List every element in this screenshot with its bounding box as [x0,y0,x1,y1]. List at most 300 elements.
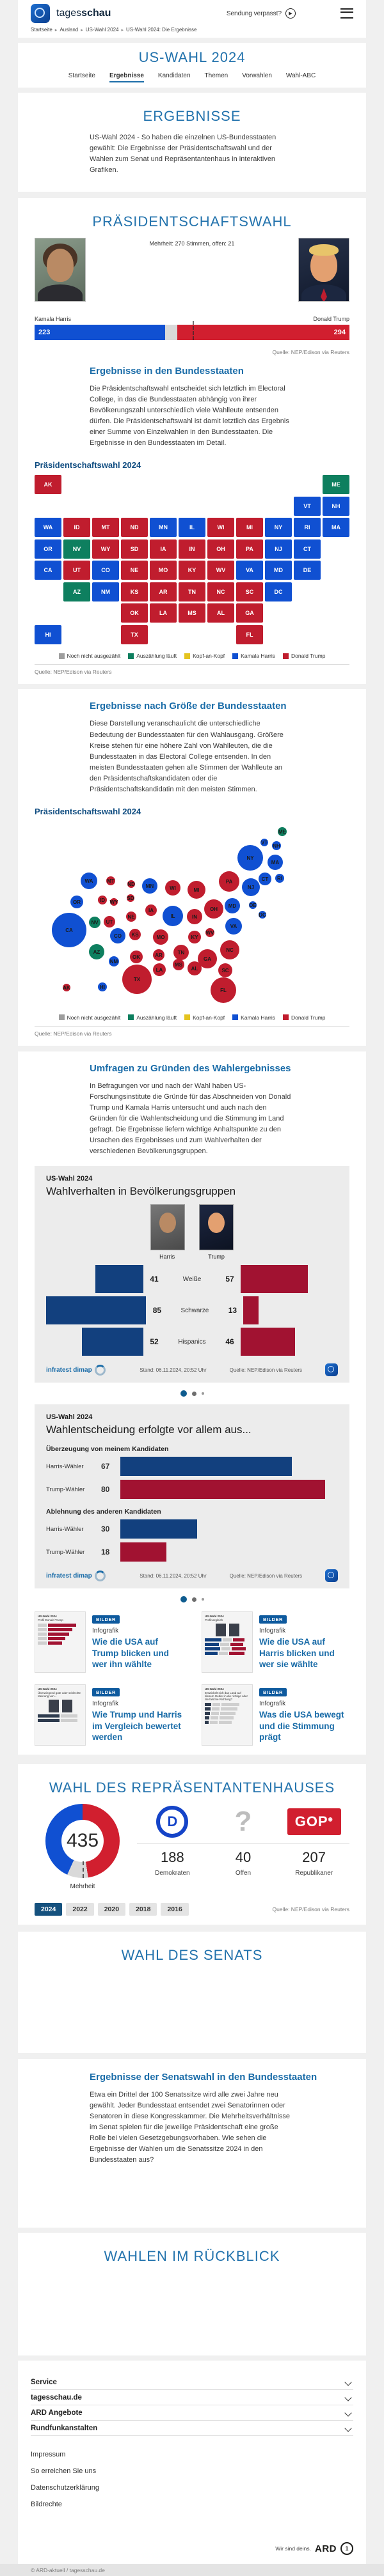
state-bubble-ME[interactable] [278,827,287,836]
infratest-dimap-logo: infratest dimap [46,1365,106,1376]
state-tile-MN[interactable]: MN [150,518,177,537]
state-bubble-NY[interactable] [237,845,263,871]
state-bubble-UT[interactable] [104,916,115,927]
trump-value: 13 [228,1306,237,1315]
state-tile-AR[interactable]: AR [150,582,177,601]
legend-label: Auszählung läuft [136,1014,177,1021]
state-tile-HI[interactable]: HI [35,625,61,644]
footer-accordion-ard-angebote[interactable]: ARD Angebote [31,2405,353,2421]
svg-text:NV: NV [91,919,99,926]
kamala-harris-photo [35,238,86,302]
state-bubble-OK[interactable] [130,950,143,963]
category-label: Hispanics [178,1338,206,1346]
svg-text:OH: OH [210,906,218,912]
value-label: 30 [101,1525,110,1534]
state-bubble-AL[interactable] [188,961,202,975]
states-results-heading: Ergebnisse in den Bundesstaaten [90,366,244,377]
state-tile-NE[interactable]: NE [121,561,148,580]
tagesschau-mini-logo-icon [325,1363,338,1376]
value-label: 67 [101,1462,110,1471]
ard-one-icon: 1 [340,2542,353,2555]
source-note: Quelle: NEP/Edison via Reuters [35,669,112,676]
chevron-down-icon [344,2378,351,2386]
state-bubble-WI[interactable] [165,880,180,896]
house-majority-label: Mehrheit [70,1883,95,1891]
source-note: Quelle: NEP/Edison via Reuters [272,349,349,356]
state-bubble-OR[interactable] [70,896,83,908]
teaser-thumbnail: US-Wahl 2024 Entwickelt sich das Land auf diesem Gebiet in die richtige oder die falsche Richtung? [202,1684,253,1746]
teaser-kicker: Infografik [92,1700,119,1708]
carousel-dot-2[interactable] [192,1392,196,1396]
svg-text:MD: MD [228,903,237,909]
section-title-senat: WAHL DES SENATS [121,1947,263,1964]
rep-seat-count: 207 [278,1843,349,1866]
state-bubble-ID[interactable] [98,896,107,904]
svg-text:AZ: AZ [93,949,100,955]
svg-text:RI: RI [277,875,282,881]
harris-value: 41 [150,1275,159,1284]
majority-note: Mehrheit: 270 Stimmen, offen: 21 [149,240,235,247]
state-tile-WY[interactable]: WY [92,539,119,559]
stand-note: Stand: 06.11.2024, 20:52 Uhr [140,1572,207,1579]
state-bubble-MT[interactable] [106,876,115,885]
teaser-harris-profil[interactable] [202,1611,349,1673]
bilder-badge: BILDER [259,1688,287,1696]
infographic-wahlentscheidung [35,1404,349,1588]
svg-text:HI: HI [100,984,105,990]
state-tile-SD[interactable]: SD [121,539,148,559]
state-tile-UT[interactable]: UT [63,561,90,580]
majority-marker [193,321,194,340]
section-repraesentantenhaus [18,1764,366,1925]
svg-text:GA: GA [204,956,211,962]
year-button-2024[interactable]: 2024 [35,1903,62,1916]
decision-group-label: Überzeugung von meinem Kandidaten [46,1445,169,1454]
svg-text:MS: MS [175,961,182,968]
state-bubble-VT[interactable] [260,839,268,846]
teaser-thumbnail: US-Wahl 2024 Profilvergleich [202,1611,253,1673]
state-tile-MD[interactable]: MD [265,561,292,580]
trump-mini-photo [199,1204,234,1250]
state-bubble-WV[interactable] [205,928,214,937]
state-tile-OK[interactable]: OK [121,603,148,623]
senatswahl-heading: Ergebnisse der Senatswahl in den Bundesstaaten [90,2072,317,2083]
svg-text:LA: LA [156,966,163,973]
state-bubble-KY[interactable] [188,931,201,943]
state-tile-AL[interactable]: AL [207,603,234,623]
bubble-chart-title: Präsidentschaftswahl 2024 [35,806,141,816]
carousel-dot-3[interactable] [202,1392,204,1395]
state-tile-MO[interactable]: MO [150,561,177,580]
legend-swatch-counting [128,1014,134,1020]
state-tile-PA[interactable]: PA [236,539,263,559]
state-tile-MT[interactable]: MT [92,518,119,537]
footer-link-kontakt[interactable]: So erreichen Sie uns [31,2467,97,2476]
electoral-vote-bar [35,325,349,340]
legend-swatch-trump [283,1014,289,1020]
teaser-vergleich-bewertung[interactable] [35,1684,182,1746]
legend-label: Auszählung läuft [136,653,177,660]
harris-bar [46,1296,146,1324]
state-tile-NH[interactable]: NH [323,497,349,516]
senatswahl-text: Etwa ein Drittel der 100 Senatssitze wird alle zwei Jahre neu gewählt. Jeder Bundesstaat entsendet zwei Senatorinnen oder Senatoren in diese Kongresskammer. Die Mehrheitsverhältnisse im Senat spielen für die jeweilige Präsidentschaft eine große Rolle bei vielen Gesetzgebungsvorhaben. Wie sehen die Ergebnisse der Wahlen um die Senatssitze 2024 in den Bundesstaaten aus? [90,2091,291,2164]
state-bubble-WY[interactable] [110,898,119,906]
tab-ergebnisse[interactable]: Ergebnisse [109,72,144,82]
state-tile-IL[interactable]: IL [179,518,205,537]
svg-text:WI: WI [170,885,176,891]
value-label: 80 [101,1485,110,1494]
state-tile-NY[interactable]: NY [265,518,292,537]
state-bubble-KS[interactable] [129,929,141,940]
state-bubble-MO[interactable] [153,929,168,945]
source-note: Quelle: NEP/Edison via Reuters [35,1030,112,1037]
carousel-dot-1[interactable] [180,1390,187,1397]
state-tile-IN[interactable]: IN [179,539,205,559]
section-groesse-bundesstaaten [18,689,366,1045]
state-tile-CA[interactable]: CA [35,561,61,580]
svg-text:NJ: NJ [247,884,255,890]
state-bubble-NV[interactable] [89,917,100,928]
state-tile-TN[interactable]: TN [179,582,205,601]
trump-value: 57 [225,1275,234,1284]
trump-value: 46 [225,1337,234,1347]
state-tile-ID[interactable]: ID [63,518,90,537]
harris-bar [82,1328,143,1356]
state-tile-SC[interactable]: SC [236,582,263,601]
state-tile-LA[interactable]: LA [150,603,177,623]
legend-swatch-counting [128,653,134,659]
ev-bar-trump [177,325,349,340]
legend-label: Donald Trump [291,1014,326,1021]
teaser-kicker: Infografik [259,1627,286,1635]
brand-wordmark[interactable] [56,8,111,19]
svg-text:NY: NY [246,855,254,861]
decision-row [46,1480,338,1499]
state-tile-KY[interactable]: KY [179,561,205,580]
state-bubble-FL[interactable] [211,977,236,1003]
trump-bar [120,1542,166,1562]
svg-text:TN: TN [177,949,185,956]
teaser-thumbnail: US-Wahl 2024 Überwiegend gute oder schlechte Meinung von... [35,1684,86,1746]
state-bubble-MD[interactable] [225,898,240,913]
svg-text:OK: OK [132,954,140,960]
state-bubble-LA[interactable] [153,963,166,976]
svg-text:PA: PA [225,878,233,885]
ergebnisse-intro-text: US-Wahl 2024 - So haben die einzelnen US-Bundesstaaten gewählt: Die Ergebnisse der Präsidentschaftswahl und der Wahlen zum Senat und Repräsentantenhaus in interaktiven Grafiken. [90,134,276,175]
ard-claim: Wir sind deins. [275,2545,311,2552]
tab-kandidaten[interactable]: Kandidaten [157,72,191,79]
breadcrumb [18,24,366,38]
source-note: Quelle: NEP/Edison via Reuters [229,1572,302,1579]
breadcrumb-item[interactable]: Startseite [31,27,52,33]
state-bubble-OH[interactable] [204,899,223,919]
state-bubble-SD[interactable] [127,894,134,902]
state-tile-IA[interactable]: IA [150,539,177,559]
state-tile-MI[interactable]: MI [236,518,263,537]
tab-wahl-abc[interactable]: Wahl-ABC [285,72,316,79]
state-bubble-IA[interactable] [145,904,157,916]
harris-name-label: Kamala Harris [35,316,72,323]
tagesschau-mini-logo-icon [325,1569,338,1582]
source-note: Quelle: NEP/Edison via Reuters [272,1906,349,1913]
state-tile-ND[interactable]: ND [121,518,148,537]
states-results-text: Die Präsidentschaftswahl entscheidet sich letztlich im Electoral College, in das die Bundesstaaten abhängig von ihrer Bevölkerungszahl unterschiedlich viele Wahlleute entsenden dürfen. Die Präsidentschaftswahl ist damit letztlich das Ergebnis einer Summe von Einzelwahlen in den Bundesstaaten. Die Ergebnisse in den Bundesstaaten im Detail. [90,385,289,447]
state-bubble-WA[interactable] [81,873,97,889]
carousel-dot-2[interactable] [192,1597,196,1602]
tagesschau-logo-icon[interactable] [31,4,50,23]
state-bubble-AK[interactable] [63,984,70,991]
svg-text:IN: IN [192,913,197,920]
svg-text:WA: WA [84,878,93,884]
svg-text:UT: UT [106,919,113,925]
voter-group-label: Trump-Wähler [46,1548,85,1556]
state-bubble-RI[interactable] [275,874,284,883]
umfragen-text: In Befragungen vor und nach der Wahl haben US-Forschungsinstitute die Gründe für das Abschneiden von Donald Trump und Kamala Harris untersucht und auch nach den Gründen für die Wahlentscheidung und die Stimmung im Land gefragt. Die Ergebnisse liefern wichtige Anhaltspunkte zu den Ursachen des Ergebnisses und zum Wahlverhalten der verschiedenen Bevölkerungsgruppen. [90,1082,291,1156]
state-bubble-MI[interactable] [188,881,205,899]
size-section-text: Diese Darstellung veranschaulicht die unterschiedliche Bedeutung der Bundesstaaten für den Wahlausgang. Größere Kreise stehen für eine höhere Zahl von Wahlleuten, die die Bundesstaaten in das Electoral College entsenden. In den meisten Bundesstaaten gehen alle Stimmen der Wahlleute an den Präsidentschaftskandidaten oder die Präsidentschaftskandidatin mit den meisten Stimmen. [90,720,284,793]
teaser-title: Wie Trump und Harris im Vergleich bewertet werden [92,1710,182,1742]
teaser-grid [35,1611,349,1746]
svg-text:AR: AR [155,952,163,958]
decision-row [46,1457,338,1476]
year-button-2022[interactable]: 2022 [66,1903,93,1916]
state-tile-NM[interactable]: NM [92,582,119,601]
state-size-bubbles [35,821,349,1011]
teaser-thumbnail: US-Wahl 2024 Profil Donald Trump [35,1611,86,1673]
teaser-trump-profil[interactable] [35,1611,182,1673]
svg-text:VA: VA [230,923,237,929]
chevron-down-icon [344,2425,351,2432]
svg-text:KY: KY [191,934,198,940]
state-bubble-NH[interactable] [272,841,281,850]
candidates-row [35,238,349,313]
voter-group-label: Harris-Wähler [46,1525,84,1533]
state-bubble-NE[interactable] [126,912,136,922]
harris-value: 52 [150,1337,159,1347]
category-label: Schwarze [180,1307,209,1314]
legend-swatch-tie [184,653,190,659]
svg-text:IL: IL [170,913,175,919]
footer-accordion-tagesschau[interactable]: tagesschau.de [31,2390,353,2405]
demographics-row-Schwarze [46,1296,338,1324]
legend-label: Kopf-an-Kopf [193,1014,225,1021]
section-title-rueckblick: WAHLEN IM RÜCKBLICK [104,2248,280,2265]
teaser-title: Was die USA bewegt und die Stimmung prägt [259,1710,344,1742]
state-tile-AZ[interactable]: AZ [63,582,90,601]
svg-text:MA: MA [271,859,280,865]
breadcrumb-item[interactable]: US-Wahl 2024: Die Ergebnisse [126,27,197,33]
state-tile-CT[interactable]: CT [294,539,321,559]
section-praesidentschaftswahl [18,198,366,684]
svg-text:DE: DE [249,902,257,908]
section-ergebnisse [18,93,366,192]
state-tile-MS[interactable]: MS [179,603,205,623]
footer-link-datenschutz[interactable]: Datenschutzerklärung [31,2484,100,2492]
state-tile-WI[interactable]: WI [207,518,234,537]
state-tile-NJ[interactable]: NJ [265,539,292,559]
state-tile-DE[interactable]: DE [294,561,321,580]
footer-accordion-service[interactable]: Service [31,2375,353,2390]
footer-accordion-rundfunkanstalten[interactable]: Rundfunkanstalten [31,2421,353,2436]
infographic-kicker: US-Wahl 2024 [46,1413,93,1422]
hamburger-menu-icon[interactable] [340,8,353,19]
harris-ev-count: 223 [38,329,51,337]
open-question-icon: ? [234,1806,252,1838]
bilder-badge: BILDER [259,1615,287,1624]
teaser-kicker: Infografik [259,1700,286,1708]
footer-link-bildrechte[interactable]: Bildrechte [31,2501,62,2509]
svg-text:TX: TX [133,976,141,982]
svg-text:MI: MI [193,887,200,893]
category-label: Weiße [182,1275,202,1283]
state-tile-RI[interactable]: RI [294,518,321,537]
state-bubble-NC[interactable] [220,940,239,959]
svg-text:IA: IA [148,907,154,913]
ard-logo: ARD [315,2543,337,2554]
state-tile-NC[interactable]: NC [207,582,234,601]
svg-text:AK: AK [63,984,70,991]
state-tile-DC[interactable]: DC [265,582,292,601]
state-bubble-DC[interactable] [259,911,266,919]
trump-bar [241,1328,295,1356]
state-bubble-AR[interactable] [153,949,164,961]
state-tile-CO[interactable]: CO [92,561,119,580]
state-tile-OR[interactable]: OR [35,539,61,559]
breadcrumb-item[interactable]: US-Wahl 2024 [85,27,119,33]
svg-text:WV: WV [205,929,214,936]
site-footer [18,2361,366,2564]
sendung-verpasst-link[interactable] [227,8,296,19]
state-bubble-IL[interactable] [163,906,183,926]
svg-text:OR: OR [73,899,81,905]
state-bubble-CT[interactable] [259,873,271,885]
state-bubble-TN[interactable] [173,945,189,960]
state-bubble-ND[interactable] [127,880,135,888]
state-tile-TX[interactable]: TX [121,625,148,644]
svg-text:CT: CT [261,876,269,882]
state-bubble-MS[interactable] [173,959,184,970]
state-bubble-MN[interactable] [142,878,157,894]
tab-vorwahlen[interactable]: Vorwahlen [242,72,272,79]
harris-bar [120,1519,197,1539]
breadcrumb-separator-icon: ▸ [81,27,83,33]
svg-text:KS: KS [131,931,139,938]
teaser-stimmung[interactable] [202,1684,349,1746]
state-bubble-CA[interactable] [52,913,86,947]
chevron-down-icon [344,2394,351,2401]
site-header [18,0,366,38]
open-label: Offen [235,1870,252,1877]
state-bubble-VA[interactable] [225,918,242,935]
infographic-kicker: US-Wahl 2024 [46,1175,93,1183]
state-tile-NV[interactable]: NV [63,539,90,559]
state-bubble-MA[interactable] [268,855,283,870]
state-bubble-PA[interactable] [219,871,239,892]
breadcrumb-separator-icon: ▸ [54,27,58,33]
section-rueckblick [18,2233,366,2355]
size-section-heading: Ergebnisse nach Größe der Bundesstaaten [90,701,287,712]
state-bubble-TX[interactable] [122,965,152,994]
svg-text:MO: MO [156,934,165,940]
state-bubble-SC[interactable] [218,963,232,977]
tab-themen[interactable]: Themen [204,72,228,79]
copyright-text: © ARD-aktuell / tagesschau.de [31,2566,105,2573]
breadcrumb-item[interactable]: Ausland [60,27,79,33]
house-donut-chart [45,1804,120,1878]
gop-logo-icon: GOP◉ [278,1804,349,1840]
year-button-2020[interactable]: 2020 [98,1903,125,1916]
svg-text:NM: NM [109,958,118,965]
play-icon: ▶ [285,8,296,19]
svg-text:NH: NH [273,842,280,849]
tab-startseite[interactable]: Startseite [68,72,95,79]
state-bubble-NM[interactable] [109,956,119,966]
infographic-title: Wahlentscheidung erfolgte vor allem aus... [46,1424,252,1436]
svg-text:ID: ID [100,897,105,903]
infographic-wahlverhalten [35,1166,349,1383]
state-tile-GA[interactable]: GA [236,603,263,623]
sendung-verpasst-label: Sendung verpasst? [226,10,282,17]
trump-column-label: Trump [208,1253,225,1261]
rep-label: Republikaner [295,1870,333,1877]
state-bubble-NJ[interactable] [242,878,260,896]
state-tile-WA[interactable]: WA [35,518,61,537]
state-bubble-HI[interactable] [98,982,107,991]
open-seat-count: 40 [208,1843,279,1866]
state-tile-MA[interactable]: MA [323,518,349,537]
year-button-2018[interactable]: 2018 [129,1903,157,1916]
harris-bar [95,1265,143,1293]
state-tile-OH[interactable]: OH [207,539,234,559]
decision-row [46,1519,338,1539]
state-tile-VA[interactable]: VA [236,561,263,580]
legend-swatch-tie [184,1014,190,1020]
carousel-dot-1[interactable] [180,1596,187,1602]
section-title-praesidentschaftswahl: PRÄSIDENTSCHAFTSWAHL [92,213,292,230]
infratest-dimap-logo: infratest dimap [46,1571,106,1581]
infratest-ring-icon [95,1365,106,1376]
trump-bar [120,1480,325,1499]
voter-group-label: Trump-Wähler [46,1486,85,1493]
svg-text:AL: AL [191,965,198,972]
legend-swatch-open [59,653,65,659]
state-tile-KS[interactable]: KS [121,582,148,601]
bilder-badge: BILDER [92,1688,120,1696]
state-bubble-IN[interactable] [187,909,202,924]
year-button-2016[interactable]: 2016 [161,1903,188,1916]
svg-text:NE: NE [127,913,135,920]
state-bubble-DE[interactable] [249,901,257,909]
section-title-repraesentantenhaus: WAHL DES REPRÄSENTANTENHAUSES [49,1780,335,1796]
svg-text:ME: ME [278,828,286,835]
state-tile-WV[interactable]: WV [207,561,234,580]
state-tile-AK[interactable]: AK [35,475,61,494]
legend-swatch-open [59,1014,65,1020]
house-majority-marker [83,1861,84,1878]
state-tile-FL[interactable]: FL [236,625,263,644]
stand-note: Stand: 06.11.2024, 20:52 Uhr [140,1367,207,1373]
state-bubble-AZ[interactable] [89,944,104,959]
legend-label: Kamala Harris [241,1014,276,1021]
state-tile-VT[interactable]: VT [294,497,321,516]
carousel-dot-3[interactable] [202,1598,204,1601]
footer-link-impressum[interactable]: Impressum [31,2451,66,2459]
voter-group-label: Harris-Wähler [46,1463,84,1470]
state-tile-ME[interactable]: ME [323,475,349,494]
year-selector [35,1903,189,1916]
state-bubble-CO[interactable] [110,928,125,943]
bubble-legend [35,1014,349,1021]
